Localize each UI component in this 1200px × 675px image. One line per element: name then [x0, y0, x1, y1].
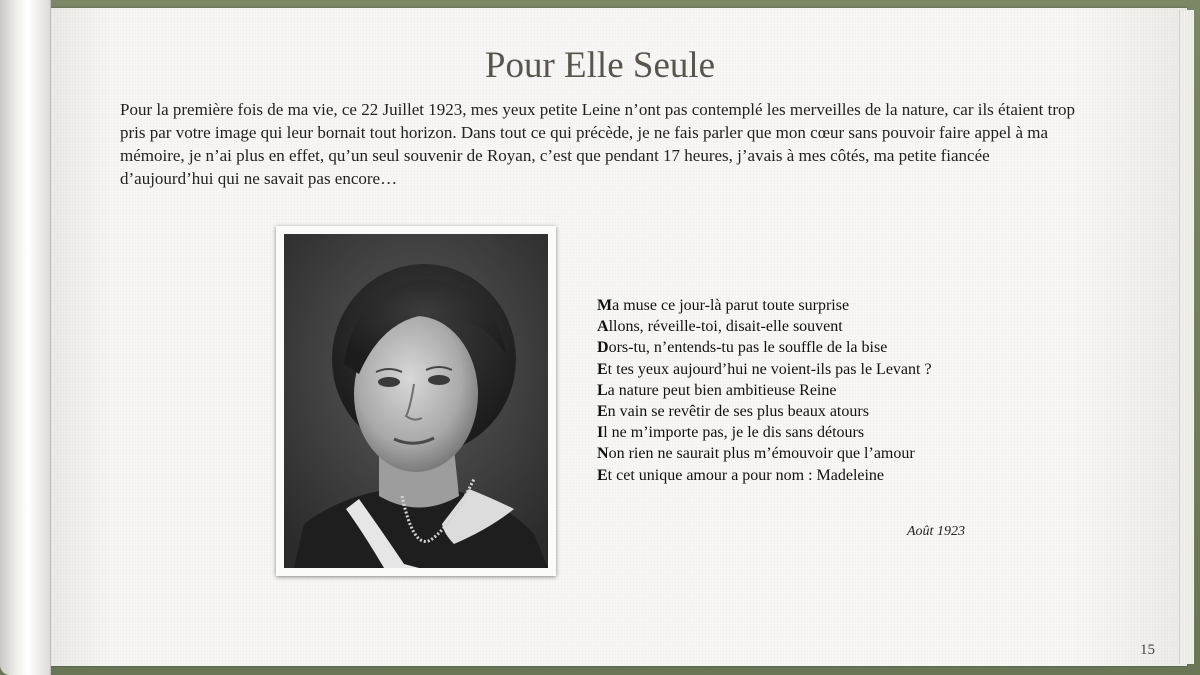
poem-line [597, 465, 932, 486]
poem-line-text: l ne m’importe pas, je le dis sans détours [603, 424, 865, 442]
poem-initial: I [597, 424, 604, 442]
left-page-curl [0, 0, 51, 675]
poem-initial: N [597, 445, 609, 463]
poem-line-text: llons, réveille-toi, disait-elle souvent [608, 318, 843, 336]
poem-initial: A [597, 318, 609, 336]
poem-line-text: a nature peut bien ambitieuse Reine [607, 381, 837, 399]
poem-line [597, 295, 932, 316]
photo-frame [276, 226, 556, 576]
page-number: 15 [1140, 642, 1155, 658]
poem-line-text: ors-tu, n’entends-tu pas le souffle de la bise [608, 339, 888, 357]
right-page-stack [1179, 10, 1194, 664]
intro-paragraph: Pour la première fois de ma vie, ce 22 Juillet 1923, mes yeux petite Leine n’ont pas contemplé les merveilles de la nature, car ils étaient trop pris par votre image qui leur bornait tout horizon. Dans tout ce qui précède, je ne fais parler que mon cœur sans pouvoir faire appel à ma mémoire, je n’ai plus en effet, qu’un seul souvenir de Royan, c’est que pendant 17 heures, j’avais à mes côtés, ma petite fiancée d’aujourd’hui qui ne savait pas encore… [120, 100, 1075, 188]
poem-line-text: on rien ne saurait plus m’émouvoir que l’amour [608, 445, 915, 463]
poem-line [597, 422, 932, 443]
portrait-photo [284, 234, 548, 568]
poem-initial: D [597, 339, 609, 357]
poem-line [597, 337, 932, 358]
poem-initial: L [597, 381, 608, 399]
poem-line-text: a muse ce jour-là parut toute surprise [612, 297, 850, 314]
poem-initial: E [597, 360, 608, 378]
poem-line-text: n vain se revêtir de ses plus beaux atours [607, 403, 869, 421]
page-title: Pour Elle Seule [484, 45, 716, 86]
poem-line [597, 401, 932, 422]
acrostic-poem [597, 295, 932, 486]
poem-date: Août 1923 [907, 524, 965, 539]
poem-line-text: t cet unique amour a pour nom : Madeleine [607, 466, 885, 484]
poem-line-text: t tes yeux aujourd’hui ne voient-ils pas le Levant ? [607, 360, 932, 378]
poem-line [597, 380, 932, 401]
poem-initial: E [597, 403, 608, 421]
poem-line [597, 443, 932, 464]
portrait-illustration [284, 234, 548, 568]
poem-initial: M [597, 297, 613, 314]
poem-line [597, 359, 932, 380]
poem-initial: E [597, 466, 608, 484]
poem-line [597, 316, 932, 337]
